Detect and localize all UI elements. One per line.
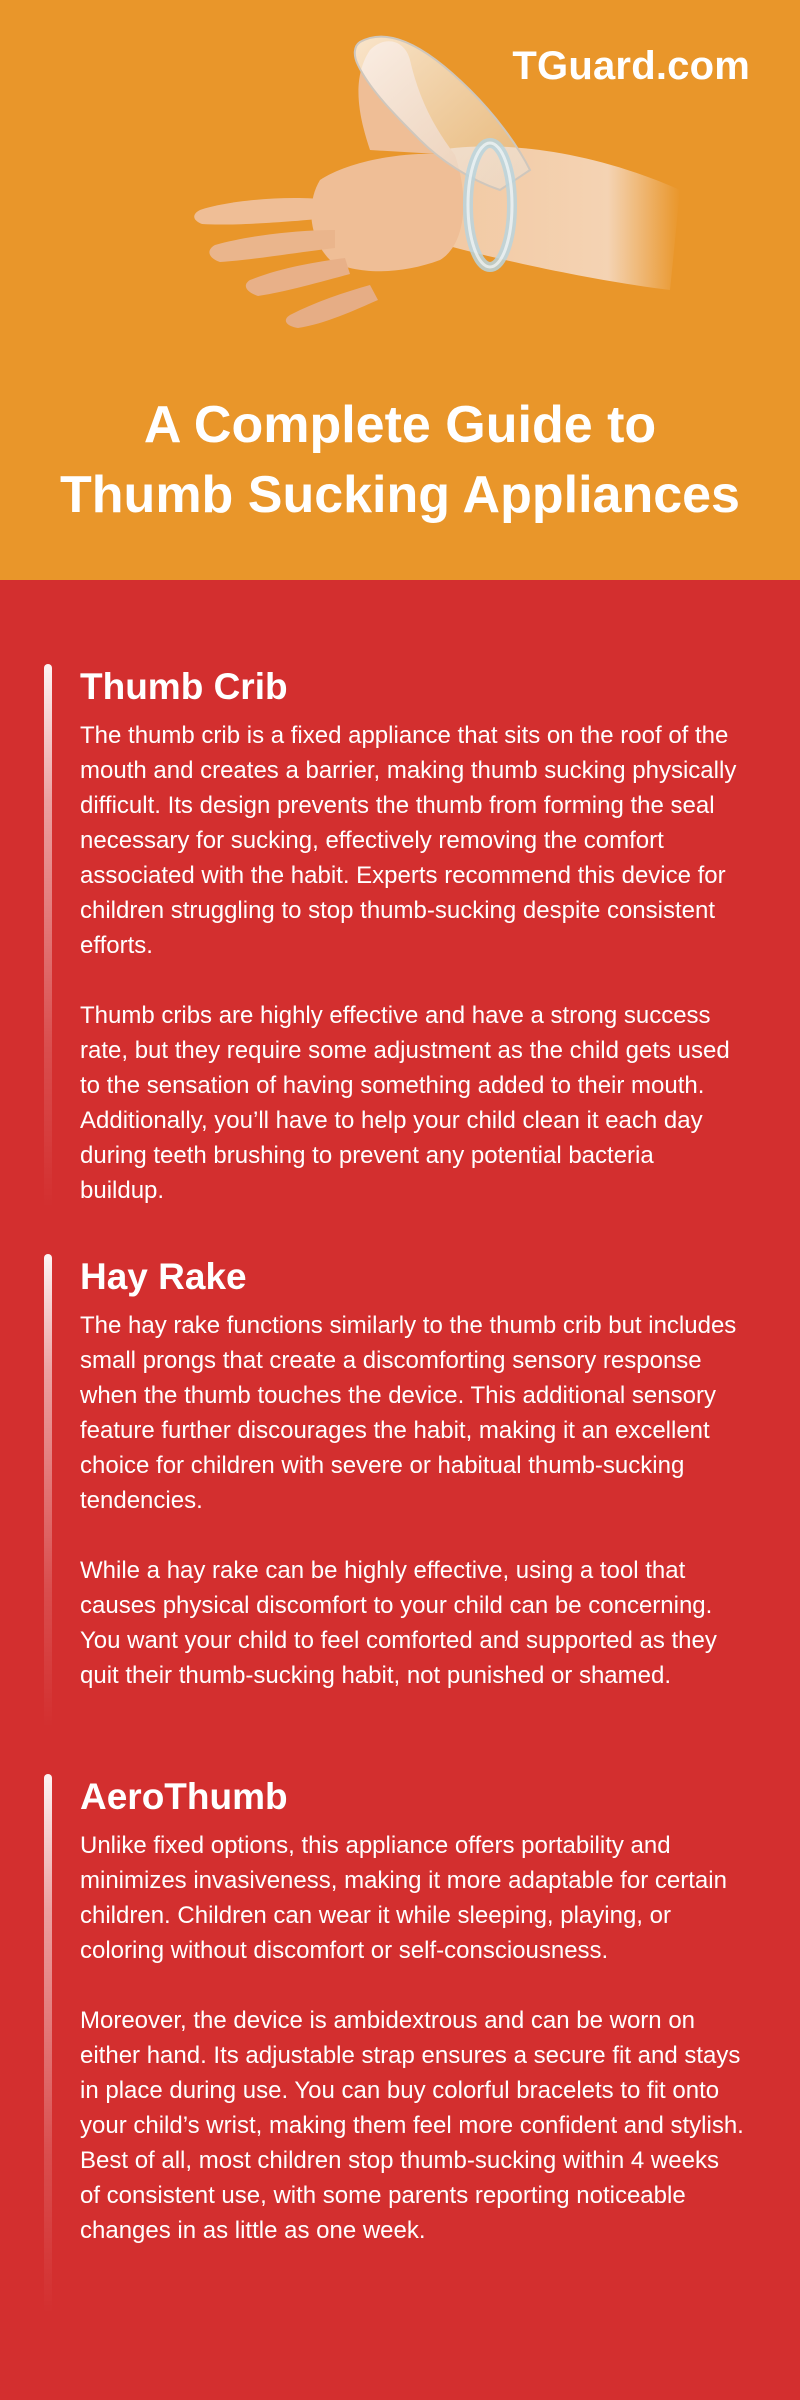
section-paragraph: Unlike fixed options, this appliance offers portability and minimizes invasiveness, making it more adaptable for certain children. Children can wear it while sleeping, playing, or coloring without discomfort or self-consciousness. xyxy=(80,1832,727,1964)
section-title: AeroThumb xyxy=(80,1776,288,1817)
section-paragraph: Thumb cribs are highly effective and have a strong success rate, but they require some adjustment as the child gets used to the sensation of having something added to their mouth. Additionally, you’ll have to help your child clean it each day during teeth brushing to prevent any potential bacteria buildup. xyxy=(80,1002,730,1204)
section-thumb-crib xyxy=(44,664,744,1208)
section-accent-bar xyxy=(44,1254,52,1728)
brand-name: TGuard.com xyxy=(512,44,750,88)
section-aerothumb xyxy=(44,1774,744,2314)
page-title-line-2: Thumb Sucking Appliances xyxy=(60,466,740,524)
hand-with-thumb-guard-illustration xyxy=(170,30,690,350)
header-banner xyxy=(0,0,800,580)
section-title: Thumb Crib xyxy=(80,666,288,707)
page-title-line-1: A Complete Guide to xyxy=(143,396,657,454)
section-hay-rake xyxy=(44,1254,744,1728)
section-paragraph: The hay rake functions similarly to the thumb crib but includes small prongs that create a discomforting sensory response when the thumb touches the device. This additional sensory feature further discourages the habit, making it an excellent choice for children with severe or habitual thumb-sucking tendencies. xyxy=(80,1312,737,1514)
section-paragraph: While a hay rake can be highly effective, using a tool that causes physical discomfort to your child can be concerning. You want your child to feel comforted and supported as they quit their thumb-sucking habit, not punished or shamed. xyxy=(80,1557,717,1689)
section-accent-bar xyxy=(44,1774,52,2314)
section-paragraph: The thumb crib is a fixed appliance that sits on the roof of the mouth and creates a barrier, making thumb sucking physically difficult. Its design prevents the thumb from forming the seal necessary for sucking, effectively removing the comfort associated with the habit. Experts recommend this device for children struggling to stop thumb-sucking despite consistent efforts. xyxy=(80,722,737,959)
section-title: Hay Rake xyxy=(80,1256,247,1297)
section-accent-bar xyxy=(44,664,52,1208)
section-paragraph: Moreover, the device is ambidextrous and can be worn on either hand. Its adjustable strap ensures a secure fit and stays in place during use. You can buy colorful bracelets to fit onto your child’s wrist, making them feel more confident and stylish. Best of all, most children stop thumb-sucking within 4 weeks of consistent use, with some parents reporting noticeable changes in as little as one week. xyxy=(80,2007,744,2244)
page-title xyxy=(0,390,800,530)
